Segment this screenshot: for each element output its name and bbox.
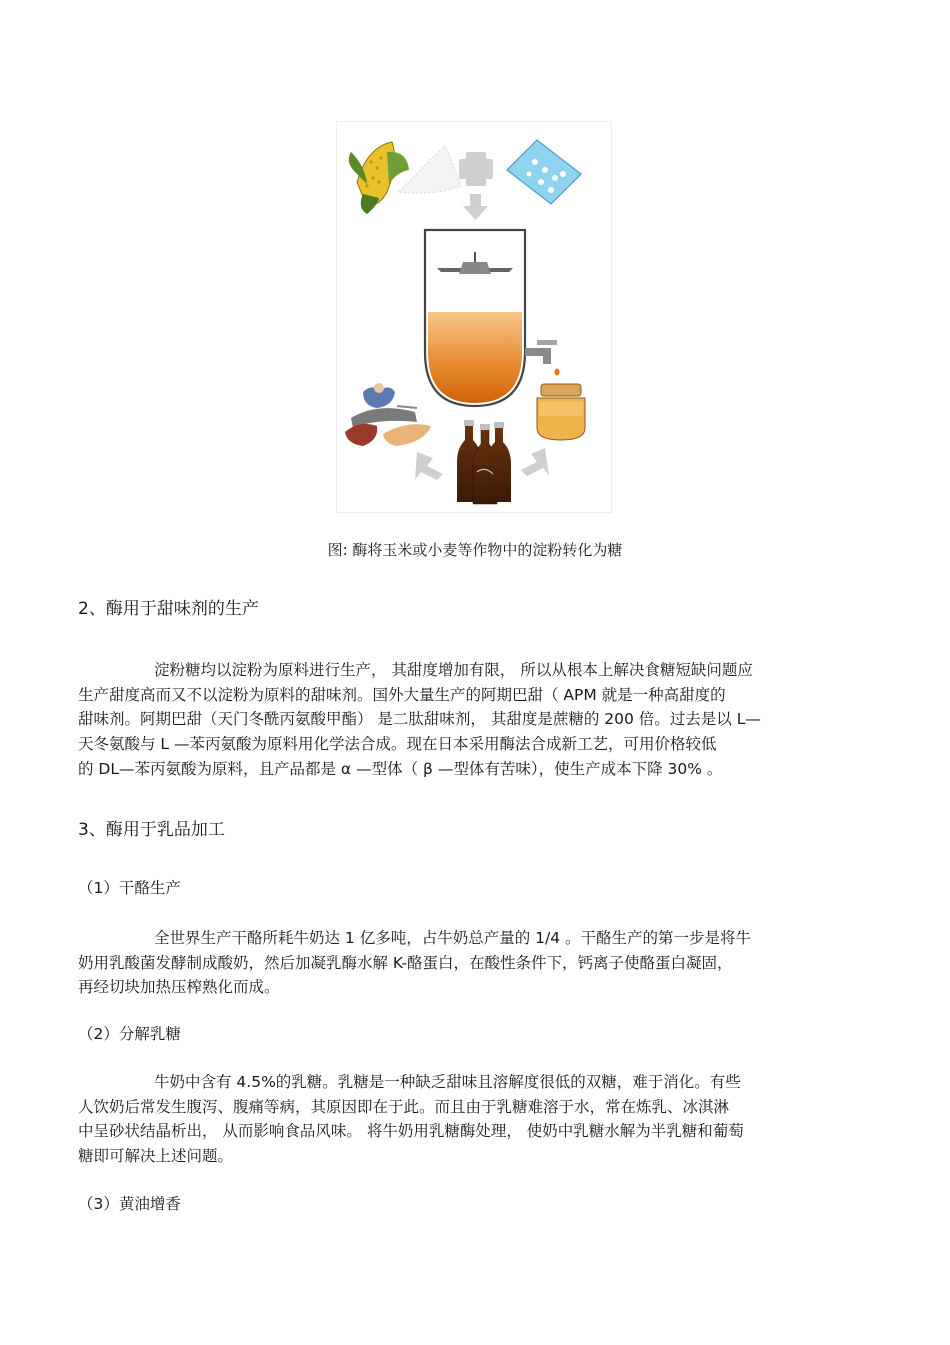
- food-plate-icon: [345, 383, 431, 446]
- starch-conversion-figure: [336, 121, 612, 513]
- subsection-cheese-title: （1）干酪生产: [78, 879, 181, 897]
- subsection-lactose-title: （2）分解乳糖: [78, 1025, 181, 1043]
- paragraph-line: 淀粉糖均以淀粉为原料进行生产， 其甜度增加有限， 所以从根本上解决食糖短缺问题应: [154, 661, 753, 679]
- section-2-heading: 2、酶用于甜味剂的生产: [78, 599, 259, 619]
- figure-caption: 图: 酶将玉米或小麦等作物中的淀粉转化为糖: [327, 541, 623, 559]
- corn-icon: [349, 142, 409, 214]
- fermentation-tank-icon: [425, 230, 525, 406]
- figure-illustration: [337, 122, 611, 512]
- left-arrow-icon: [415, 452, 443, 480]
- section-2-paragraph: [78, 658, 878, 782]
- paragraph-line: 牛奶中含有 4.5%的乳糖。乳糖是一种缺乏甜味且溶解度很低的双糖，难于消化。有些: [154, 1073, 741, 1091]
- section-3-heading: 3、酶用于乳品加工: [78, 820, 225, 840]
- paragraph-line: 奶用乳酸菌发酵制成酸奶，然后加凝乳酶水解 K-酪蛋白，在酸性条件下，钙离子使酪蛋白凝固，: [78, 953, 733, 972]
- subsection-cheese-paragraph: [78, 926, 878, 1000]
- soda-bottles-icon: [457, 420, 511, 504]
- right-arrow-icon: [521, 448, 549, 476]
- paragraph-line: 生产甜度高而又不以淀粉为原料的甜味剂。国外大量生产的阿期巴甜（ APM 就是一种高甜度的: [78, 685, 726, 704]
- enzyme-bag-icon: [507, 140, 581, 204]
- faucet-icon: [525, 340, 560, 376]
- subsection-butter-title: （3）黄油增香: [78, 1195, 181, 1213]
- plus-icon: [459, 152, 493, 186]
- paragraph-line: 人饮奶后常发生腹泻、腹痛等病，其原因即在于此。而且由于乳糖难溶于水，常在炼乳、冰淇淋: [78, 1097, 730, 1116]
- paragraph-line: 的 DL—苯丙氨酸为原料，且产品都是 α —型体（ β —型体有苦味），使生产成本下降 30% 。: [78, 759, 723, 778]
- paragraph-line: 天冬氨酸与 L —苯丙氨酸为原料用化学法合成。现在日本采用酶法合成新工艺，可用价格较低: [78, 735, 717, 754]
- subsection-lactose-paragraph: [78, 1070, 878, 1169]
- paragraph-line: 中呈砂状结晶析出， 从而影响食品风味。 将牛奶用乳糖酶处理， 使奶中乳糖水解为半乳糖和葡萄: [78, 1122, 744, 1141]
- paragraph-line: 甜味剂。阿期巴甜（天门冬酰丙氨酸甲酯） 是二肽甜味剂， 其甜度是蔗糖的 200 倍。过去是以 L—: [78, 710, 761, 729]
- paragraph-line: 再经切块加热压榨熟化而成。: [78, 978, 280, 997]
- down-arrow-icon: [463, 194, 488, 220]
- honey-jar-icon: [537, 384, 585, 440]
- paragraph-line: 全世界生产干酪所耗牛奶达 1 亿多吨，占牛奶总产量的 1/4 。干酪生产的第一步是将牛: [154, 929, 752, 947]
- paragraph-line: 糖即可解决上述问题。: [78, 1147, 234, 1166]
